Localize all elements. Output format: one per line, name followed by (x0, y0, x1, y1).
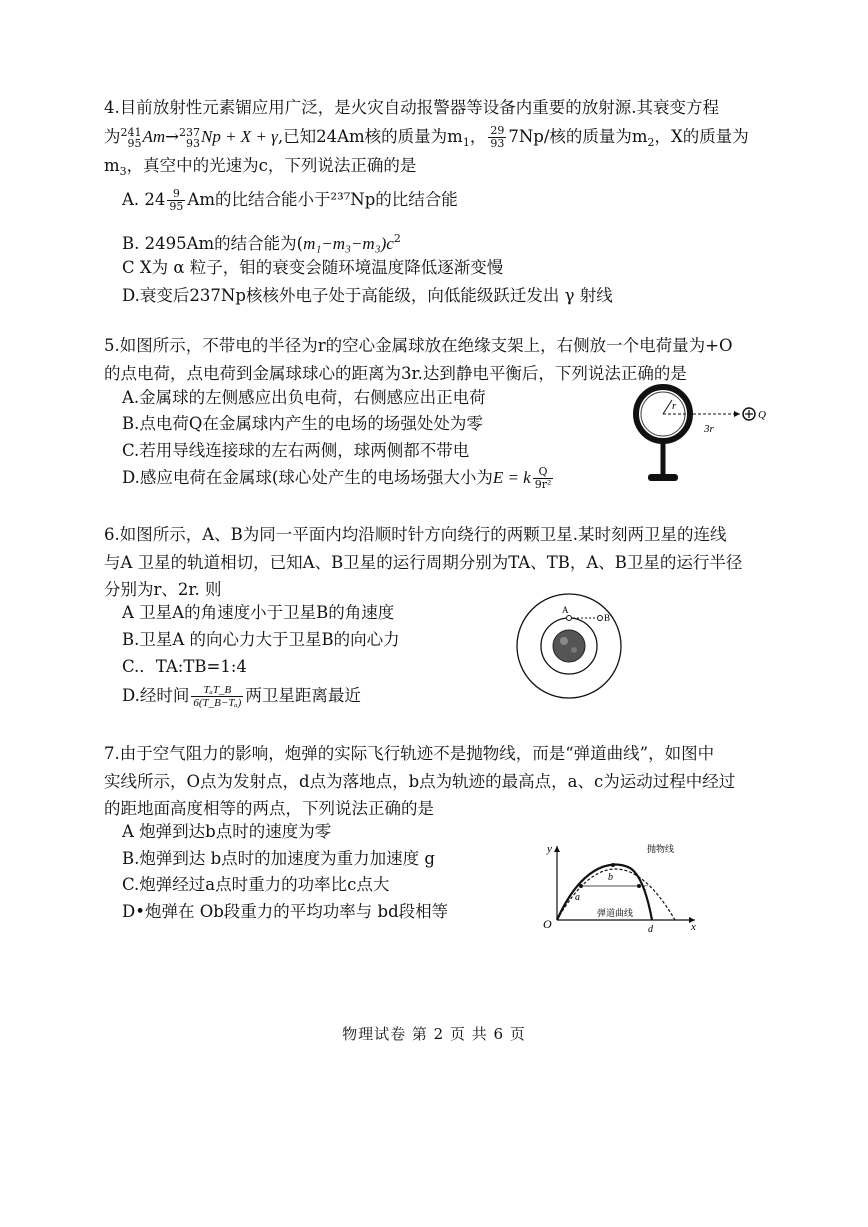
q7-figure-trajectory (535, 838, 703, 934)
point-b (611, 863, 615, 867)
q6-figure-satellites (512, 591, 642, 703)
point-a (579, 884, 583, 888)
label-q: Q (758, 409, 766, 421)
satellite-b-icon (598, 616, 603, 621)
label-d: d (648, 924, 653, 934)
label-a: a (575, 892, 580, 903)
planet-icon (553, 630, 585, 662)
q5-option-c: C.若用导线连接球的左右两侧，球两侧都不带电 (122, 441, 470, 460)
q4-option-c: C X为 α 粒子，钼的衰变会随环境温度降低逐渐变慢 (122, 258, 504, 277)
label-a: A (562, 605, 569, 615)
q5-line1: 5.如图所示，不带电的半径为r的空心金属球放在绝缘支架上，右侧放一个电荷量为+O (104, 336, 733, 355)
q4-option-d: D.衰变后237Np核核外电子处于高能级，向低能级跃迁发出 γ 射线 (122, 286, 613, 305)
page-footer: 物理试卷 第 2 页 共 6 页 (342, 1025, 526, 1043)
q7-option-c: C.炮弹经过a点时重力的功率比c点大 (122, 875, 390, 894)
q5-option-a: A.金属球的左侧感应出负电荷，右侧感应出正电荷 (122, 388, 486, 407)
label-parabola: 抛物线 (647, 844, 675, 854)
q4-line2: 为 241 95 Am→ 237 93 Np + X + γ,已知24Am核的质量为$m_1$， $\frac{29}{93}$ 7Np/核的质量为$m_2$，X的质量为 (104, 124, 749, 150)
q6-option-a: A 卫星A的角速度小于卫星B的角速度 (122, 603, 395, 622)
label-r: r (672, 400, 677, 412)
label-b: b (608, 872, 613, 883)
label-c: c (643, 882, 648, 893)
q5-option-d: D.感应电荷在金属球(球心处产生的电场场强大小为E = k $\frac{Q}{\text{9r²}}$ (122, 465, 552, 491)
frac-q-9r2: $\frac{Q}{\text{9r²}}$ (534, 465, 552, 491)
frac-29-93: $\frac{29}{93}$ (490, 124, 505, 150)
label-3r: 3r (704, 423, 714, 435)
q6-line1: 6.如图所示，A、B为同一平面内均沿顺时针方向绕行的两颗卫星.某时刻两卫星的连线 (104, 525, 727, 544)
q6-line2: 与A 卫星的轨道相切，已知A、B卫星的运行周期分别为TA、TB，A、B卫星的运行半径 (104, 553, 743, 572)
label-b: B (604, 613, 611, 623)
q4-line3: $m_3$，真空中的光速为c，下列说法正确的是 (104, 156, 417, 178)
label-y: y (547, 843, 552, 855)
label-o: O (543, 917, 552, 931)
q4-line1: 4.目前放射性元素镅应用广泛，是火灾自动报警器等设备内重要的放射源.其衰变方程 (104, 98, 719, 117)
q7-line1: 7.由于空气阻力的影响，炮弹的实际飞行轨迹不是抛物线，而是“弹道曲线”，如图中 (104, 744, 715, 763)
q5-option-b: B.点电荷Q在金属球内产生的电场的场强处处为零 (122, 414, 483, 433)
q6-option-d: D.经时间 $\frac{\text{TₐT\_B}}{\text{6(T\_B−Tₐ)}}$ 两卫星距离最近 (122, 684, 361, 709)
q4-option-a: A. 24 $\frac{9}{95}$ Am的比结合能小于²³⁷Np的比结合能 (122, 187, 458, 213)
q7-line2: 实线所示，O点为发射点，d点为落地点，b点为轨迹的最高点，a、c为运动过程中经过 (104, 772, 736, 791)
q4-option-b: B. 2495Am的结合能为$(m_1-m_3-m_3)c^2$ (122, 232, 401, 253)
q5-figure-metal-sphere (630, 382, 770, 492)
frac-time: $\frac{\text{TₐT\_B}}{\text{6(T\_B−Tₐ)}}$ (193, 684, 242, 709)
q7-line3: 的距地面高度相等的两点，下列说法正确的是 (104, 799, 434, 818)
q6-line3: 分别为r、2r. 则 (104, 580, 222, 599)
am-nuclide-numbers: 241 95 (120, 125, 142, 150)
q7-option-d: D•炮弹在 Ob段重力的平均功率与 bd段相等 (122, 902, 449, 921)
satellite-a-icon (567, 616, 572, 621)
point-c (637, 884, 641, 888)
frac-9-95: $\frac{9}{95}$ (169, 187, 184, 213)
q5-line2: 的点电荷，点电荷到金属球球心的距离为3r.达到静电平衡后，下列说法正确的是 (104, 364, 687, 383)
q7-option-b: B.炮弹到达 b点时的加速度为重力加速度 g (122, 849, 435, 868)
label-ballistic: 弹道曲线 (597, 908, 634, 918)
label-x: x (691, 921, 696, 933)
q6-option-b: B.卫星A 的向心力大于卫星B的向心力 (122, 630, 400, 649)
stand-base (648, 474, 678, 481)
np-nuclide-numbers: 237 93 (179, 125, 200, 150)
q7-option-a: A 炮弹到达b点时的速度为零 (122, 822, 332, 841)
q6-option-c: C.．TA:TB=1:4 (122, 657, 247, 676)
